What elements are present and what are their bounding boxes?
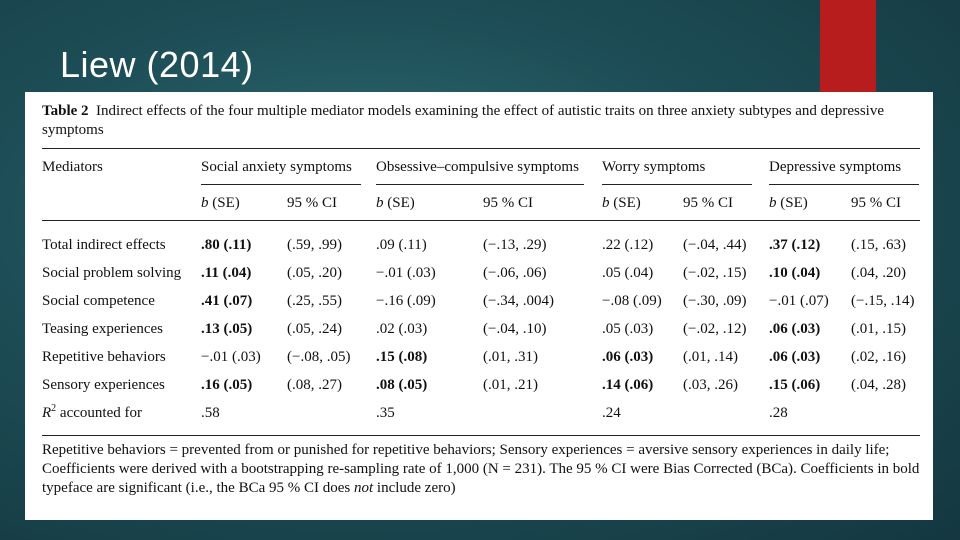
coefficient-cell: .06 (.03) (602, 349, 654, 365)
coefficient-cell: .05 (.03) (602, 321, 654, 337)
column-header-b-se: b (SE) (376, 195, 415, 211)
ci-cell: (−.04, .10) (483, 321, 547, 337)
footnote-emphasis: not (353, 480, 374, 496)
ci-cell: (.02, .16) (851, 349, 906, 365)
ci-cell: (−.02, .15) (683, 265, 747, 281)
ci-cell: (−.08, .05) (287, 349, 351, 365)
ci-cell: (−.13, .29) (483, 237, 547, 253)
ci-cell: (.01, .15) (851, 321, 906, 337)
ci-cell: (.08, .27) (287, 377, 342, 393)
row-label: Repetitive behaviors (42, 349, 166, 365)
column-header-b-se: b (SE) (201, 195, 240, 211)
ci-cell: (−.02, .12) (683, 321, 747, 337)
bottom-rule (42, 435, 920, 436)
coefficient-cell: .05 (.04) (602, 265, 654, 281)
group-header: Obsessive–compulsive symptoms (376, 159, 579, 175)
ci-cell: (.01, .31) (483, 349, 538, 365)
column-header-ci: 95 % CI (483, 195, 533, 211)
coefficient-cell: .41 (.07) (201, 293, 253, 309)
coefficient-cell: .22 (.12) (602, 237, 654, 253)
coefficient-cell: .37 (.12) (769, 237, 821, 253)
ci-cell: (−.34, .004) (483, 293, 554, 309)
table-document (25, 92, 933, 520)
column-header-ci: 95 % CI (851, 195, 901, 211)
coefficient-cell: .08 (.05) (376, 377, 428, 393)
coefficient-cell: .14 (.06) (602, 377, 654, 393)
table-caption (42, 102, 922, 140)
footnote-text-1: Repetitive behaviors = prevented from or punished for repetitive behaviors; Sensory experiences = aversive sensory experiences in daily life; Coefficients were derived with a bootstrapping re-sampling rate of 1,000 (N = 231). The 95 % CI were Bias Corrected (BCa). Coefficients in bold typeface are significant (i.e., the BCa 95 % CI does (42, 442, 920, 496)
coefficient-cell: .13 (.05) (201, 321, 253, 337)
row-label: Teasing experiences (42, 321, 163, 337)
column-header-ci: 95 % CI (683, 195, 733, 211)
coefficient-cell: .02 (.03) (376, 321, 428, 337)
mediators-header: Mediators (42, 159, 103, 175)
ci-cell: (.03, .26) (683, 377, 738, 393)
group-underline (376, 184, 584, 185)
ci-cell: (.01, .21) (483, 377, 538, 393)
coefficient-cell: −.01 (.07) (769, 293, 829, 309)
table-caption-text: Indirect effects of the four multiple mediator models examining the effect of autistic traits on three anxiety subtypes and depressive symptoms (42, 103, 884, 138)
group-underline (602, 184, 752, 185)
ci-cell: (−.30, .09) (683, 293, 747, 309)
ci-cell: (.15, .63) (851, 237, 906, 253)
group-header: Social anxiety symptoms (201, 159, 352, 175)
row-label: Sensory experiences (42, 377, 165, 393)
ci-cell: (−.15, .14) (851, 293, 915, 309)
group-header: Worry symptoms (602, 159, 706, 175)
coefficient-cell: .09 (.11) (376, 237, 427, 253)
column-header-b-se: b (SE) (769, 195, 808, 211)
coefficient-cell: −.01 (.03) (376, 265, 436, 281)
coefficient-cell: .06 (.03) (769, 349, 821, 365)
coefficient-cell: .15 (.06) (769, 377, 821, 393)
slide-title: Liew (2014) (60, 44, 254, 85)
coefficient-cell: −.16 (.09) (376, 293, 436, 309)
coefficient-cell: .11 (.04) (201, 265, 252, 281)
coefficient-cell: −.01 (.03) (201, 349, 261, 365)
ci-cell: (.05, .20) (287, 265, 342, 281)
coefficient-cell: .35 (376, 405, 395, 421)
ci-cell: (.04, .20) (851, 265, 906, 281)
ci-cell: (.59, .99) (287, 237, 342, 253)
group-header: Depressive symptoms (769, 159, 902, 175)
table-footnote (42, 441, 927, 498)
row-label: Total indirect effects (42, 237, 166, 253)
header-rule (42, 220, 920, 221)
ci-cell: (−.06, .06) (483, 265, 547, 281)
footnote-text-2: include zero) (373, 480, 456, 496)
coefficient-cell: .16 (.05) (201, 377, 253, 393)
column-header-ci: 95 % CI (287, 195, 337, 211)
ci-cell: (.25, .55) (287, 293, 342, 309)
red-accent-bar (820, 0, 876, 92)
coefficient-cell: .10 (.04) (769, 265, 821, 281)
ci-cell: (.01, .14) (683, 349, 738, 365)
row-label: Social problem solving (42, 265, 182, 281)
ci-cell: (−.04, .44) (683, 237, 747, 253)
coefficient-cell: .24 (602, 405, 621, 421)
coefficient-cell: .80 (.11) (201, 237, 252, 253)
row-label: $R^2$ accounted for (42, 403, 142, 421)
coefficient-cell: .15 (.08) (376, 349, 428, 365)
group-underline (769, 184, 919, 185)
group-underline (201, 184, 361, 185)
coefficient-cell: .06 (.03) (769, 321, 821, 337)
ci-cell: (.04, .28) (851, 377, 906, 393)
coefficient-cell: −.08 (.09) (602, 293, 662, 309)
table-label: Table 2 (42, 103, 89, 119)
column-header-b-se: b (SE) (602, 195, 641, 211)
top-rule (42, 148, 920, 149)
coefficient-cell: .58 (201, 405, 220, 421)
ci-cell: (.05, .24) (287, 321, 342, 337)
coefficient-cell: .28 (769, 405, 788, 421)
row-label: Social competence (42, 293, 155, 309)
